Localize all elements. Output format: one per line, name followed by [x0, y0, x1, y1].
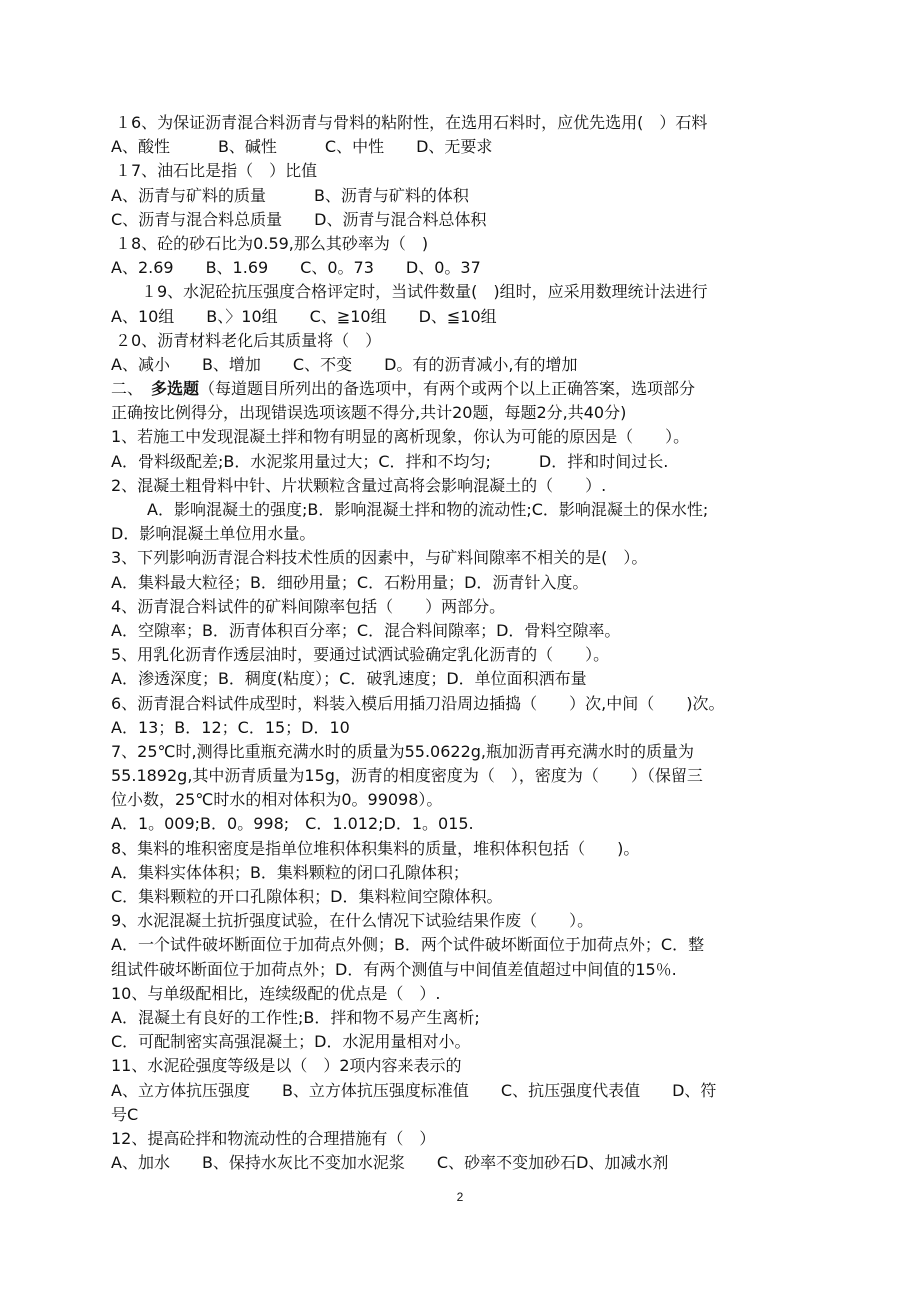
mc-question-7-cont: 55.1892g,其中沥青质量为15g，沥青的相度密度为（ ），密度为（ ）（保留三	[111, 766, 703, 786]
mc-options-11-cont: 号C	[111, 1104, 139, 1124]
question-19: １9、水泥砼抗压强度合格评定时，当试件数量( )组时，应采用数理统计法进行	[141, 282, 708, 302]
mc-options-9: A．一个试件破坏断面位于加荷点外侧；B．两个试件破坏断面位于加荷点外；C．整	[111, 935, 705, 955]
mc-question-4: 4、沥青混合料试件的矿料间隙率包括（ ）两部分。	[111, 596, 506, 616]
mc-options-4: A．空隙率；B．沥青体积百分率；C．混合料间隙率；D．骨料空隙率。	[111, 620, 621, 640]
mc-options-12: A、加水 B、保持水灰比不变加水泥浆 C、砂率不变加砂石D、加减水剂	[111, 1153, 669, 1173]
mc-question-1: 1、若施工中发现混凝土拌和物有明显的离析现象，你认为可能的原因是（ ）。	[111, 427, 690, 447]
mc-question-8: 8、集料的堆积密度是指单位堆积体积集料的质量，堆积体积包括（ )。	[111, 838, 640, 858]
mc-options-8-cd: C．集料颗粒的开口孔隙体积；D．集料粒间空隙体积。	[111, 887, 503, 906]
mc-options-2-cont: D．影响混凝土单位用水量。	[111, 524, 316, 544]
page-number: 2	[456, 1190, 464, 1204]
mc-options-7: A．1。009;B．0。998; C．1.012;D．1。015.	[111, 814, 474, 834]
mc-question-5: 5、用乳化沥青作透层油时，要通过试洒试验确定乳化沥青的（ ）。	[111, 645, 610, 665]
options-20: A、减小 B、增加 C、不变 D。有的沥青减小,有的增加	[111, 354, 578, 374]
options-19: A、10组 B、〉10组 C、≧10组 D、≦10组	[111, 306, 497, 326]
mc-options-5: A．渗透深度；B．稠度(粘度）；C．破乳速度；D．单位面积洒布量	[111, 669, 587, 689]
options-18: A、2.69 B、1.69 C、0。73 D、0。37	[111, 258, 481, 278]
mc-question-7-cont2: 位小数，25℃时水的相对体积为0。99098）。	[111, 790, 443, 810]
mc-options-8-ab: A．集料实体体积；B．集料颗粒的闭口孔隙体积；	[111, 862, 469, 882]
mc-question-10: 10、与单级配相比，连续级配的优点是（ ）.	[111, 983, 441, 1003]
mc-question-2: 2、混凝土粗骨料中针、片状颗粒含量过高将会影响混凝土的（ ）.	[111, 475, 607, 495]
question-16: １6、为保证沥青混合料沥青与骨料的粘附性，在选用石料时，应优先选用( ）石料	[115, 113, 708, 132]
options-17-ab: A、沥青与矿料的质量 B、沥青与矿料的体积	[111, 185, 469, 205]
mc-options-3: A．集料最大粒径；B．细砂用量；C．石粉用量；D．沥青针入度。	[111, 572, 589, 592]
document-body	[111, 111, 801, 1175]
mc-question-3: 3、下列影响沥青混合料技术性质的因素中，与矿料间隙率不相关的是( ）。	[111, 548, 648, 568]
mc-question-6: 6、沥青混合料试件成型时，料装入模后用插刀沿周边插捣（ ）次,中间（ )次。	[111, 693, 725, 713]
mc-options-2: A．影响混凝土的强度;B．影响混凝土拌和物的流动性;C．影响混凝土的保水性;	[147, 500, 709, 519]
question-18: １8、砼的砂石比为0.59,那么其砂率为（ )	[115, 233, 429, 253]
section-instructions-cont: 正确按比例得分，出现错误选项该题不得分,共计20题，每题2分,共40分)	[111, 403, 627, 423]
mc-options-10-cd: C．可配制密实高强混凝土；D．水泥用量相对小。	[111, 1032, 471, 1052]
mc-options-9-cont: 组试件破坏断面位于加荷点外；D．有两个测值与中间值差值超过中间值的15％.	[111, 959, 677, 979]
mc-options-1: A．骨料级配差;B．水泥浆用量过大；C．拌和不均匀; D．拌和时间过长.	[111, 451, 669, 471]
mc-options-10-ab: A．混凝土有良好的工作性;B．拌和物不易产生离析;	[111, 1007, 480, 1027]
section-title: 多选题	[151, 379, 200, 399]
section-number: 二、	[111, 379, 152, 399]
mc-question-9: 9、水泥混凝土抗折强度试验，在什么情况下试验结果作废（ ）。	[111, 911, 594, 931]
section-heading	[111, 377, 801, 401]
mc-question-12: 12、提高砼拌和物流动性的合理措施有（ ）	[111, 1128, 436, 1148]
question-20: ２0、沥青材料老化后其质量将（ ）	[115, 330, 382, 350]
mc-options-6: A．13；B．12；C．15；D．10	[111, 717, 350, 737]
options-16: A、酸性 B、碱性 C、中性 D、无要求	[111, 137, 493, 157]
mc-question-7: 7、25℃时,测得比重瓶充满水时的质量为55.0622g,瓶加沥青再充满水时的质量为	[111, 741, 695, 761]
options-17-cd: C、沥青与混合料总质量 D、沥青与混合料总体积	[111, 209, 487, 229]
section-instructions: （每道题目所列出的备选项中，有两个或两个以上正确答案，选项部分	[199, 379, 696, 399]
mc-options-11: A、立方体抗压强度 B、立方体抗压强度标准值 C、抗压强度代表值 D、符	[111, 1080, 717, 1100]
mc-question-11: 11、水泥砼强度等级是以（ ）2项内容来表示的	[111, 1056, 462, 1076]
question-17: １7、油石比是指（ ）比值	[115, 161, 318, 181]
